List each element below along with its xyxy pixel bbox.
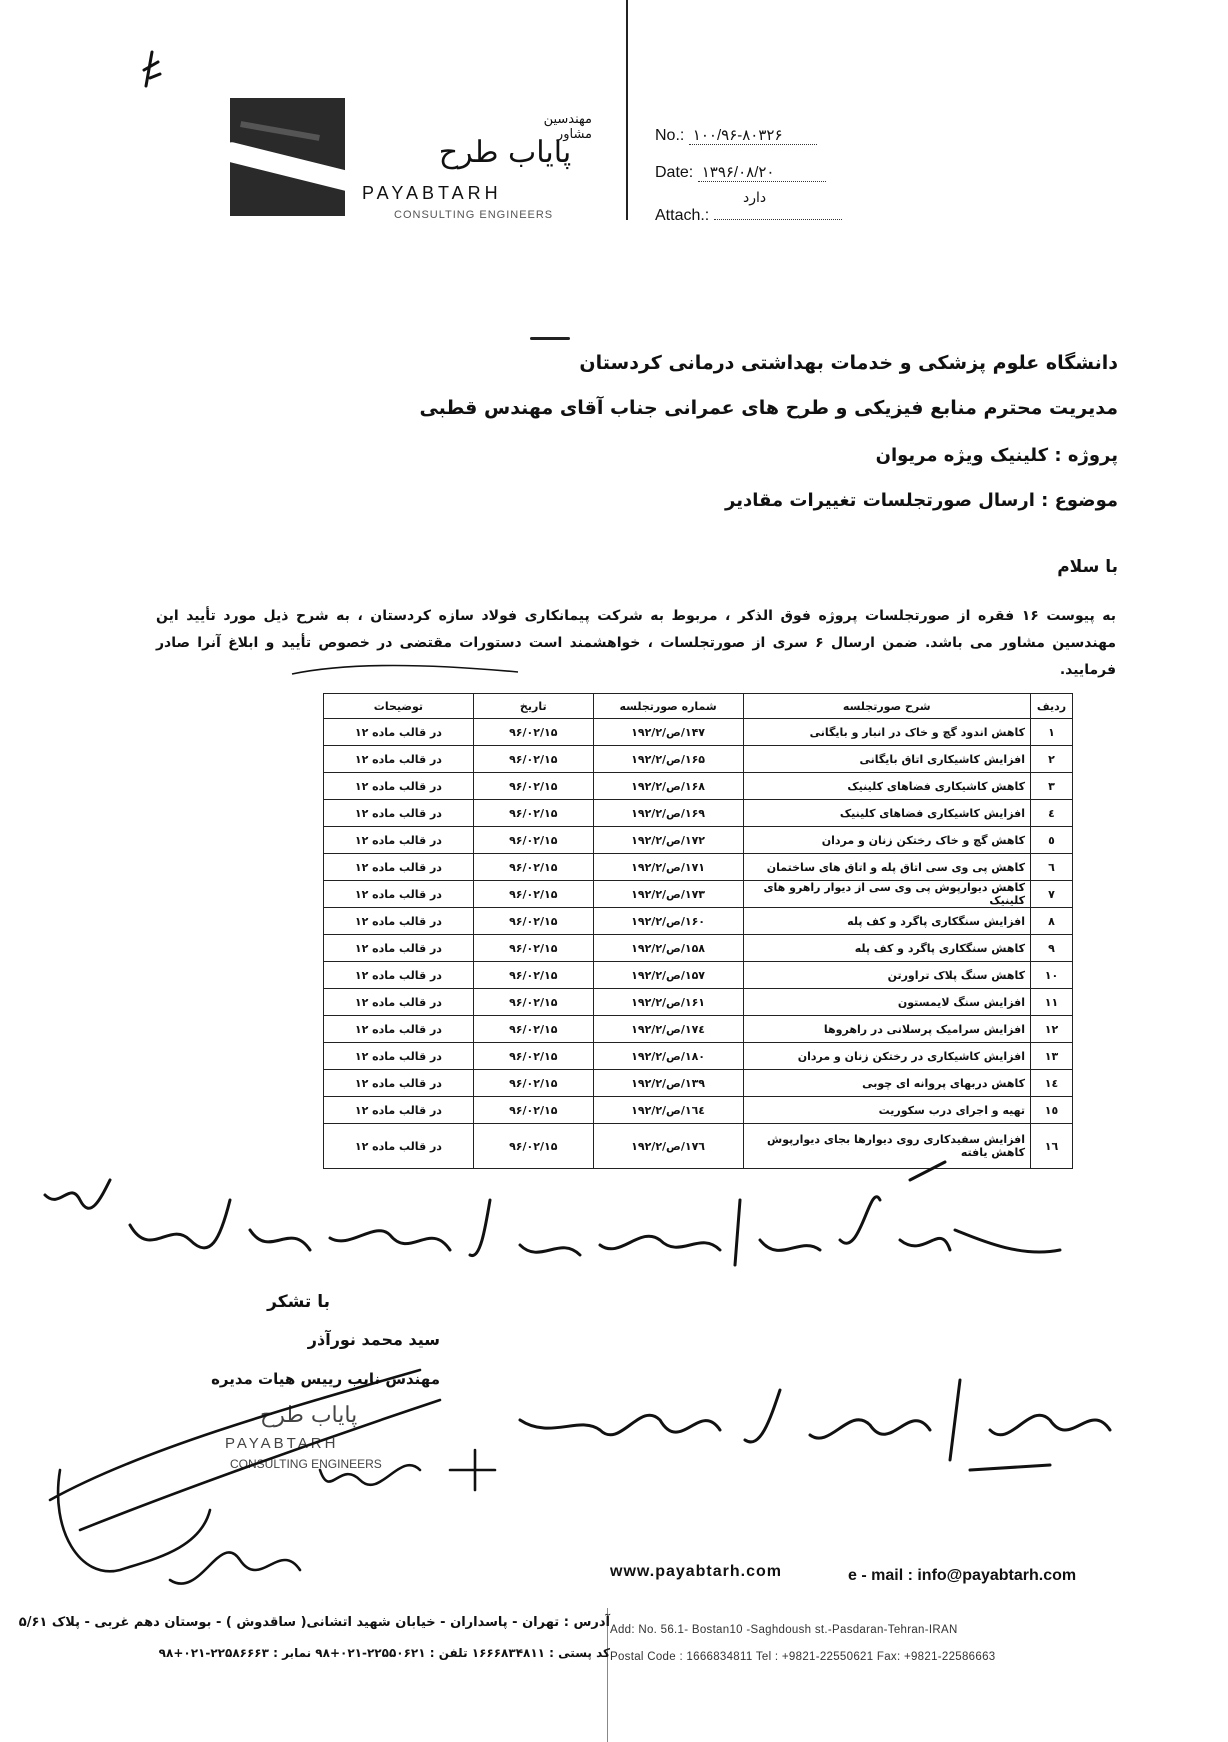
cell-minutes-number: ۱۶۹/ص/۱۹۲/۲ <box>593 800 743 827</box>
cell-row-number: ۱۱ <box>1031 989 1073 1016</box>
cell-minutes-number: ۱۷٦/ص/۱۹۲/۲ <box>593 1124 743 1169</box>
cell-notes: در قالب ماده ۱۲ <box>324 962 474 989</box>
table-row <box>324 1016 1073 1043</box>
cell-row-number: ۷ <box>1031 881 1073 908</box>
handwritten-note <box>20 1140 1100 1290</box>
subject-line: موضوع : ارسال صورتجلسات تغییرات مقادیر <box>725 490 1118 511</box>
header-minutes-number: شماره صورتجلسه <box>593 694 743 719</box>
footer-address-en: Add: No. 56.1- Bostan10 -Saghdoush st.-Pasdaran-Tehran-IRAN <box>610 1624 958 1636</box>
signature-strokes <box>20 1330 540 1630</box>
fold-line <box>626 0 628 220</box>
cell-row-number: ٥ <box>1031 827 1073 854</box>
table-header-row <box>324 694 1073 719</box>
table-row <box>324 1043 1073 1070</box>
cell-description: افزایش کاشیکاری در رختکن زنان و مردان <box>743 1043 1031 1070</box>
table-row <box>324 827 1073 854</box>
cell-notes: در قالب ماده ۱۲ <box>324 746 474 773</box>
cell-notes: در قالب ماده ۱۲ <box>324 1043 474 1070</box>
cell-notes: در قالب ماده ۱۲ <box>324 1124 474 1169</box>
handwritten-mark <box>138 48 168 88</box>
cell-minutes-number: ۱۶۵/ص/۱۹۲/۲ <box>593 746 743 773</box>
header-description: شرح صورتجلسه <box>743 694 1031 719</box>
letter-attachment-label: Attach.: <box>655 207 710 224</box>
cell-row-number: ۸ <box>1031 908 1073 935</box>
letter-attachment-line <box>714 219 842 220</box>
table-row <box>324 962 1073 989</box>
table-row <box>324 989 1073 1016</box>
table-row <box>324 1070 1073 1097</box>
footer-website: www.payabtarh.com <box>610 1563 782 1580</box>
cell-row-number: ۲ <box>1031 746 1073 773</box>
cell-row-number: ۱٥ <box>1031 1097 1073 1124</box>
cell-date: ۹۶/۰۲/۱۵ <box>473 989 593 1016</box>
cell-description: کاهش کاشیکاری فضاهای کلینیک <box>743 773 1031 800</box>
header-date: تاریخ <box>473 694 593 719</box>
cell-row-number: ۱ <box>1031 719 1073 746</box>
cell-description: کاهش گچ و خاک رختکن زنان و مردان <box>743 827 1031 854</box>
cell-date: ۹۶/۰۲/۱۵ <box>473 827 593 854</box>
letter-date-value: ۱۳۹۶/۰۸/۲۰ <box>698 163 826 182</box>
cell-row-number: ۱۰ <box>1031 962 1073 989</box>
table-row <box>324 935 1073 962</box>
table-row <box>324 854 1073 881</box>
project-line: پروژه : کلینیک ویژه مریوان <box>875 445 1118 466</box>
cell-notes: در قالب ماده ۱۲ <box>324 881 474 908</box>
cell-description: افزایش سنگ لایمستون <box>743 989 1031 1016</box>
cell-minutes-number: ۱۴۷/ص/۱۹۲/۲ <box>593 719 743 746</box>
cell-minutes-number: ۱٦٤/ص/۱۹۲/۲ <box>593 1097 743 1124</box>
work-orders-table <box>323 693 1073 1169</box>
cell-row-number: ۱٦ <box>1031 1124 1073 1169</box>
table-row <box>324 800 1073 827</box>
cell-row-number: ٤ <box>1031 800 1073 827</box>
recipient-organization: دانشگاه علوم پزشکی و خدمات بهداشتی درمانی کردستان <box>579 352 1118 374</box>
cell-row-number: ۱۲ <box>1031 1016 1073 1043</box>
cell-description: کاهش دیوارپوش پی وی سی از دیوار راهرو های کلینیک <box>743 881 1031 908</box>
cell-notes: در قالب ماده ۱۲ <box>324 989 474 1016</box>
cell-row-number: ۳ <box>1031 773 1073 800</box>
table-row <box>324 1097 1073 1124</box>
cell-minutes-number: ۱۷٤/ص/۱۹۲/۲ <box>593 1016 743 1043</box>
closing-thanks: با تشکر <box>267 1292 330 1312</box>
cell-date: ۹۶/۰۲/۱۵ <box>473 1124 593 1169</box>
cell-notes: در قالب ماده ۱۲ <box>324 773 474 800</box>
greeting: با سلام <box>1057 557 1118 577</box>
cell-minutes-number: ۱۷۳/ص/۱۹۲/۲ <box>593 881 743 908</box>
recipient-department: مدیریت محترم منابع فیزیکی و طرح های عمرانی جناب آقای مهندس قطبی <box>419 397 1118 419</box>
cell-row-number: ۱۳ <box>1031 1043 1073 1070</box>
cell-description: افزایش سرامیک پرسلانی در راهروها <box>743 1016 1031 1043</box>
cell-minutes-number: ۱۷۱/ص/۱۹۲/۲ <box>593 854 743 881</box>
table-row <box>324 746 1073 773</box>
handwritten-note-2 <box>490 1360 1130 1480</box>
cell-description: کاهش اندود گچ و خاک در انبار و بایگانی <box>743 719 1031 746</box>
stamp-brand-sub: CONSULTING ENGINEERS <box>230 1457 382 1471</box>
cell-description: کاهش سنگ پلاک تراورتن <box>743 962 1031 989</box>
cell-date: ۹۶/۰۲/۱۵ <box>473 1070 593 1097</box>
cell-notes: در قالب ماده ۱۲ <box>324 1070 474 1097</box>
cell-row-number: ۱٤ <box>1031 1070 1073 1097</box>
letter-attachment-value: دارد <box>743 190 767 206</box>
brand-subtitle-en: CONSULTING ENGINEERS <box>394 209 554 221</box>
cell-date: ۹۶/۰۲/۱۵ <box>473 800 593 827</box>
cell-notes: در قالب ماده ۱۲ <box>324 908 474 935</box>
body-paragraph: به پیوست ۱۶ فقره از صورتجلسات پروژه فوق الذکر ، مربوط به شرکت پیمانکاری فولاد سازه کردستان ، به شرح ذیل مورد تأیید این مهندسین مشاور می باشد. ضمن ارسال ۶ سری از صورتجلسات ، خواهشمند است دستورات مقتضی در خصوص تأیید و ابلاغ آنرا صادر فرمایید. <box>156 608 1116 678</box>
cell-description: افزایش سنگکاری پاگرد و کف پله <box>743 908 1031 935</box>
handwritten-dash <box>530 337 570 340</box>
company-logo <box>230 98 345 216</box>
letter-date <box>655 163 826 182</box>
cell-description: کاهش سنگکاری پاگرد و کف پله <box>743 935 1031 962</box>
cell-description: افزایش کاشیکاری فضاهای کلینیک <box>743 800 1031 827</box>
footer-phone-fa: کد پستی : ۱۶۶۶۸۳۴۸۱۱ تلفن : ۲۲۵۵۰۶۲۱-۰۲۱+۹۸ نمابر : ۲۲۵۸۶۶۶۳-۰۲۱+۹۸ <box>158 1646 610 1660</box>
signatory-name: سید محمد نورآذر <box>307 1330 440 1349</box>
cell-minutes-number: ۱۵۸/ص/۱۹۲/۲ <box>593 935 743 962</box>
cell-date: ۹۶/۰۲/۱۵ <box>473 908 593 935</box>
cell-row-number: ۹ <box>1031 935 1073 962</box>
letter-date-label: Date: <box>655 164 694 181</box>
letter-attachment <box>655 207 842 225</box>
footer-address-fa: آدرس : تهران - پاسداران - خیابان شهید اتشانی( ساقدوش ) - بوستان دهم غربی - پلاک ۵/۶۱ <box>18 1615 610 1630</box>
cell-minutes-number: ۱۸۰/ص/۱۹۲/۲ <box>593 1043 743 1070</box>
cell-notes: در قالب ماده ۱۲ <box>324 800 474 827</box>
table-row <box>324 773 1073 800</box>
cell-notes: در قالب ماده ۱۲ <box>324 719 474 746</box>
brand-name-fa: پایاب طرح <box>438 135 572 170</box>
cell-date: ۹۶/۰۲/۱۵ <box>473 881 593 908</box>
cell-date: ۹۶/۰۲/۱۵ <box>473 719 593 746</box>
cell-description: کاهش دربهای پروانه ای چوبی <box>743 1070 1031 1097</box>
cell-notes: در قالب ماده ۱۲ <box>324 854 474 881</box>
letter-number-label: No.: <box>655 127 685 144</box>
header-notes: توضیحات <box>324 694 474 719</box>
stamp-brand-en: PAYABTARH <box>225 1435 339 1452</box>
footer-phone-en: Postal Code : 1666834811 Tel : +9821-22550621 Fax: +9821-22586663 <box>610 1651 996 1663</box>
cell-description: افزایش کاشیکاری اتاق بایگانی <box>743 746 1031 773</box>
table-row <box>324 719 1073 746</box>
letter-number <box>655 126 817 145</box>
footer-email: e - mail : info@payabtarh.com <box>848 1567 1077 1584</box>
cell-minutes-number: ۱۶۱/ص/۱۹۲/۲ <box>593 989 743 1016</box>
cell-description: تهیه و اجرای درب سکوریت <box>743 1097 1031 1124</box>
cell-minutes-number: ۱۶۸/ص/۱۹۲/۲ <box>593 773 743 800</box>
cell-notes: در قالب ماده ۱۲ <box>324 935 474 962</box>
signatory-title: مهندس نایب رییس هیات مدیره <box>211 1370 440 1388</box>
header-row-number: ردیف <box>1031 694 1073 719</box>
cell-notes: در قالب ماده ۱۲ <box>324 827 474 854</box>
cell-notes: در قالب ماده ۱۲ <box>324 1016 474 1043</box>
cell-description: افزایش سفیدکاری روی دیوارها بجای دیوارپوش کاهش یافته <box>743 1124 1031 1169</box>
table-row <box>324 881 1073 908</box>
cell-notes: در قالب ماده ۱۲ <box>324 1097 474 1124</box>
cell-minutes-number: ۱۶۰/ص/۱۹۲/۲ <box>593 908 743 935</box>
cell-date: ۹۶/۰۲/۱۵ <box>473 962 593 989</box>
cell-date: ۹۶/۰۲/۱۵ <box>473 1016 593 1043</box>
cell-minutes-number: ۱۷۲/ص/۱۹۲/۲ <box>593 827 743 854</box>
cell-date: ۹۶/۰۲/۱۵ <box>473 854 593 881</box>
brand-tagline-fa: مهندسین مشاور <box>543 112 592 142</box>
cell-row-number: ٦ <box>1031 854 1073 881</box>
cell-date: ۹۶/۰۲/۱۵ <box>473 773 593 800</box>
table-row <box>324 908 1073 935</box>
cell-date: ۹۶/۰۲/۱۵ <box>473 935 593 962</box>
underline-stroke <box>290 660 520 680</box>
cell-date: ۹۶/۰۲/۱۵ <box>473 1043 593 1070</box>
cell-date: ۹۶/۰۲/۱۵ <box>473 746 593 773</box>
cell-date: ۹۶/۰۲/۱۵ <box>473 1097 593 1124</box>
cell-minutes-number: ۱۵۷/ص/۱۹۲/۲ <box>593 962 743 989</box>
cell-description: کاهش پی وی سی اتاق پله و اتاق های ساختمان <box>743 854 1031 881</box>
letter-number-value: ۱۰۰/۹۶-۸۰۳۲۶ <box>689 126 817 145</box>
cell-minutes-number: ۱۳۹/ص/۱۹۲/۲ <box>593 1070 743 1097</box>
brand-name-en: PAYABTARH <box>362 183 502 203</box>
stamp-brand-fa: پایاب طرح <box>260 1403 358 1428</box>
